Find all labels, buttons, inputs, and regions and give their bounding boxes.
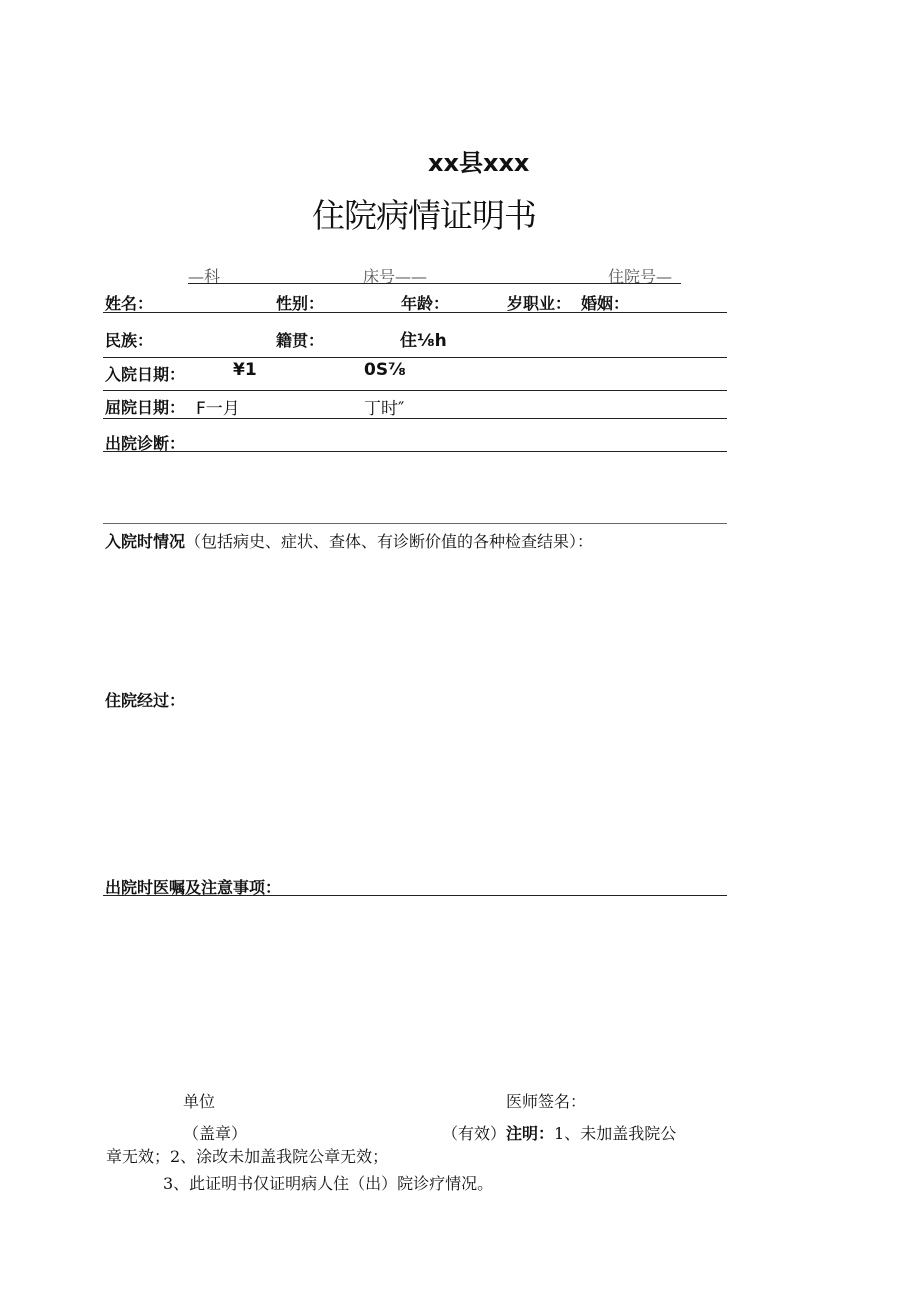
native-place-label: 籍贯： [276,331,325,350]
stamp-label: （盖章） [183,1124,248,1143]
admission-condition-note: （包括病史、症状、查体、有诊断价值的各种检查结果）： [185,532,594,551]
hospital-name: xx县xxx [428,149,530,177]
row4-rule [103,418,727,419]
admission-condition-heading [105,529,593,552]
discharge-diagnosis-label: 出院诊断： [105,434,186,453]
age-label: 年龄： [401,294,450,313]
department-field: —科 [188,267,221,286]
row2-rule [103,357,727,358]
admission-condition-label: 入院时情况 [105,532,186,551]
admission-date-label: 入院日期： [105,365,186,384]
discharge-date-value-1: F一月 [196,399,240,419]
admission-date-value-1: ¥1 [233,360,257,380]
name-label: 姓名： [105,294,154,313]
admission-number-field: 住院号— [608,267,673,286]
marital-status-label: 婚姻： [581,294,630,313]
hospital-course-label: 住院经过： [105,691,186,710]
diagnosis-rule [103,451,727,452]
unit-label: 单位 [183,1092,216,1111]
bed-number-field: 床号—— [363,267,428,286]
discharge-advice-label: 出院时医嘱及注意事项： [105,878,282,897]
address-value: 住⅛h [400,331,447,351]
note-label: 注明： [506,1124,555,1143]
row3-rule [103,390,727,391]
doctor-signature-label: 医师签名： [506,1092,587,1111]
valid-label: （有效） [442,1124,507,1143]
ethnicity-label: 民族： [105,331,154,350]
advice-rule [103,895,727,896]
discharge-date-value-2: 丁时″ [364,399,405,419]
validity-note-line [442,1121,676,1144]
gender-label: 性别： [276,294,325,313]
note-line-3: 3、此证明书仅证明病人住（出）院诊疗情况。 [163,1174,494,1193]
diagnosis-area-rule [103,523,727,524]
admission-date-value-2: 0S⅞ [364,360,406,380]
note-line-1: 1、未加盖我院公 [554,1124,677,1143]
note-line-2: 章无效；2、涂改未加盖我院公章无效； [106,1147,389,1166]
document-title: 住院病情证明书 [312,196,536,235]
row1-rule [103,312,727,313]
discharge-date-label: 屈院日期： [105,398,186,417]
header-underline [188,283,681,284]
age-unit-occupation-label: 岁职业： [507,294,572,313]
